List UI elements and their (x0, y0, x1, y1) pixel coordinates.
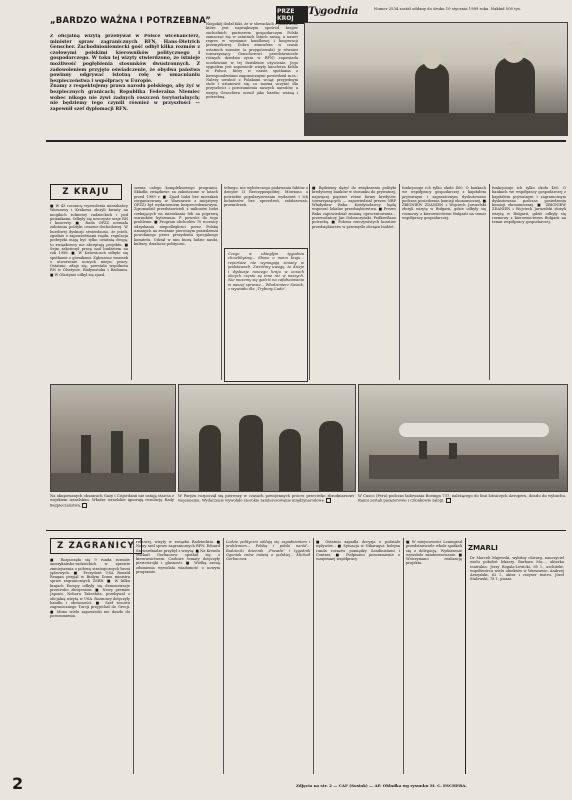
z-kraju-col-1: ■ W 43 rocznicę wyzwolenia mieszkańcy Warszawy i Krakowa złożyli kwiaty na mogiłach żołnierzy radzieckich i pod pomnikami. Odbyły się uroczyste sesje RN i koncerty. ■ Rada OPZZ oceniała założenia polityki cenowo-dochodowej. W burzliwej dyskusji stwierdzono, że jeżeli, zgodnie z zapowiedziami rządu, regulacja podwyżki mają być tylko ostatnią drogą, to związkowcy nie akceptują projektu. ■ Sejm zakończył pracę nad budżetem na rok 1988. ■ W Katowicach odbyło się spotkanie z górnikami. Zgłoszono wniosek o utworzenie nowych miejsc pracy. Ostatnio, zdaje się, powstała wspólnota RN w Olsztynie, Białymstoku i Radomiu. ■ W Olsztynie odbył się zjazd. (50, 204, 128, 277)
page-number: 2 (12, 774, 24, 793)
z-zagranicy-col-3: Ludzie polityczni oddają się zagadnieniom i problemom... Polską i polski naród... Radziecki dziennik „Prawda” i tygodnik Ogoniok znów mówią o polskiej... Michaił Gorbaczow. (226, 540, 310, 562)
z-kraju-col-6: funkcjonuje ich tylko około 400. O bankach we współpracy gospodarczej z kapitałem prywatnym i zagranicznym dyskutowano podczas posiedzenia komisji ekonomicznej. ■ ZBIGNIEW ZDANIEN i Wojciech Jaruzelski złożyli wizytę w Bułgarii, gdzie odbyły się rozmowy z kierownictwem Bułgarii na temat współpracy gospodarczej. (492, 186, 566, 225)
z-kraju-col-5: funkcjonuje ich tylko około 400. O bankach we współpracy gospodarczej z kapitałem prywatnym i zagranicznym dyskutowano podczas posiedzenia komisji ekonomicznej. ■ ZBIGNIEW ZDANIEN i Wojciech Jaruzelski złożyli wizytę w Bułgarii, gdzie odbyły się rozmowy z kierownictwem Bułgarii na temat współpracy gospodarczej. (402, 186, 486, 221)
z-zagranicy-col-5: ■ W miejscowości Leningrad przedstawiciele władz spotkali się z delegacją. Wydarzenie wywołało zainteresowanie. ■ Wstrzymano realizację projektu. (406, 540, 462, 566)
lead-paragraph: Z oficjalną wizytą przebywał w Polsce wicekanclerz, minister spraw zagranicznych RFN, Hans-Dietrich Genscher. Zachodnioniemiecki gość odbył kilka rozmów z czołowymi polskimi kierowników politycznego i gospodarczego. W toku tej wizyty stwierdzono, że istnieje możliwość pogłębienia stosunków dwustronnych. Z zadowoleniem przyjęto oświadczenie, że obydwa państwa powinny odgrywać istotną rolę w umacnianiu bezpieczeństwa i współpracy w Europie. Znamy z respektujemy prawa narodu polskiego, aby żyć w bezpiecznych granicach; Republika Federalna Niemiec wobec nikogo nie żywi żadnych roszczeń terytorialnych; nie będziemy tego czynili również w przyszłości — zapewnił szef dyplomacji RFN. (50, 34, 200, 112)
z-kraju-col-2: szenia całego kompleksowego programu. Składki związkowe za zakończone w latach przed 1989 r. ■ Zjazd ludzi bez mieszkań zorganizowany w Warszawie z inicjatywy OPZZ) był wydarzeniem bezprecedensowym. Zgromadził przedstawicieli z milionów ludzi czekających na mieszkania lub na poprawę warunków bytowania. P. powróci do tego problemu. ■ Program obchodów 70 rocznicy odzyskania niepodległości przez Polskę uznanych na zwołanie pierwszym posiedzeniu powołanego przez prezydenta specjalnego komitetu. Udział w nim biorą ludzie nauki, kultury, działacze polityczni. (134, 186, 218, 246)
z-kraju-banner: Z KRAJU (50, 184, 122, 200)
headline: „BARDZO WAŻNA I POTRZEBNA” (50, 16, 212, 26)
zmarli-list: Dr Marceli Majewski, wybitny chirurg, nauczyciel wielu pokoleń lekarzy. Barbara Ma..., aktorka teatralna. Jerzy Rogala-Lewicki, 85 l., architekt, współtwórca wielu obiektów w Warszawie. Andrzej Arszyński, 62 l., aktor i reżyser teatru. Józef Stalewski, 78 l., pisarz. (470, 556, 564, 582)
z-zagranicy-col-1: ■ Rozpoczęła się 9 runda rozmów amerykańsko-radzieckich w sprawie zmniejszenia o połowę strategicznych broni jądrowych. ■ Prezydent USA Ronald Reagan przyjął w Białym Domu ministra spraw zagranicznych ZSRR. ■ W kilku krajach Europy odbyły się demonstracje przeciwko zbrojeniom. ■ Nowy premier Japonii, Noboru Takeshita, przebywał z oficjalną wizytą w USA. Rozmowy dotyczyły handlu i obronności. ■ Szef resortu zagranicznego Turcji przyjechał do Grecji. ■ Mimo wielu zapowiedzi nie doszło do porozumienia. (50, 558, 130, 618)
photo-credits: Zdjęcia na str. 2 — CAF (Sosiak) — AP. Okładka wg rysunku M. C. ESCHERA. (296, 783, 467, 788)
article-body: Niepokój dodał fakt, że w słowackich z państwem, które jest największym spośród krajów zachodnich partnerem gospodarczym Polski zamacząć się w ostatnich latach naszą, a nawet regres w wymianie handlowej i kooperacji przemysłowej. Dobra atmosfera w czasie ostatnich rozmów (a przygotowała) je również towarzyszący Genscherowi przedstawiciele różnych dziedzin życia w RFN) zapowiada oczekiwane w tej dziedzinie ożywienie. Jego sygnałem jest zapowiedź wizyty kanclerza Kohla w Polsce, który w czasie spotkania z korespondentami zagranicznymi powiedział m.in.: Należy uwolnić z Polakami wciąż przyjednym stole i ustanowić się, co można uczynić dla przyszłości i porozumienia naszych narodów, a wizytę Genschera ocenił jako bardzo ważną i potrzebną. (206, 22, 298, 100)
divider (46, 140, 566, 142)
z-kraju-col-3: telnego, nie wybiórczego podawania faktów z dziejów II Rzeczypospolitej. Mówiono o potrzebie popularyzowania wydarzeń i ich bohaterów bez uprzedzeń, zafałszowań, przemilczeń. (224, 186, 308, 208)
zmarli-title: ZMARLI (468, 544, 498, 552)
photo-gaza (50, 384, 176, 492)
z-zagranicy-col-4: ■ Ostatnio zapadła decyzja o podziale wpływów... ■ Sytuacja w Nikaragui: kolejna runda rozmów pomiędzy Sandinistami i Contras. ■ Podpisano porozumienie o wzajemnej współpracy. (316, 540, 400, 562)
newspaper-page (6, 4, 566, 796)
z-zagranicy-col-2: rubowej, wizyty w związku Radzieckim. ■ Nowy szef spraw zagranicznych RFN, Eduard Szewardnadze przybył z wizytą. ■ Na Kremlu Michaił Gorbaczow spotkał się z kierownictwem. Czołowe tematy dotyczyły pieriestrojki i głasnosti. ■ Wielką arenę zdumienia wywołała wiadomość o nowym programie. (136, 540, 220, 575)
z-kraju-col-4: ■ Będziemy dążyć do zwiększenia polityki kredytowej banków w stosunku do prywatnej, najwięcej poprzez różne formy kredytów towarzyszących — zapowiedział prezes NBP Władysław Baka. Kredytodawcy będą wspierać lokalne przedsiębiorstwa. ■ Prezes Baka zapowiedział zmianę oprocentowania... przewodniczy Jan Dobraczyński. Podkreślano potrzebę. ■ Połowa rzeczywistych kosztów przedsiębiorstw w przemyśle obciąża budżet. (312, 186, 396, 229)
caption-2: W Paryżu rozpoczął się pierwszy w czasach powojennych proces przeciwko zbrodniarzowi wojennemu. Wydarzenie wywołało szerokie zainteresowanie międzynarodowe. (178, 494, 354, 503)
przekroj-logo: PRZE KROJ (276, 6, 308, 24)
boxed-quote: Czego w ubiegłym tygodniu chcielibyśmy... Słowo o moim kraju... reportaże nie wymagają zmiany w podstawach. Zwróćmy uwagę, że dzieje i dyskusje naszego kraju w oczach obcych często są inne niż w naszych. Nie możemy się godzić na zafałszowania w naszej sprawie... Włodzimierz Sosnik, z wywiadu dla „Trybuny Ludu”. (224, 248, 308, 382)
photo-paris-trial (178, 384, 356, 492)
caption-3: W Cusco (Peru) podczas ładowania Boeinga 737, należącego do linii lotniczych Aeroperu, doszło do wybuchu. Ranni zostali pasażerowie i członkowie załogi. (358, 494, 566, 503)
issue-info: Numer 2534 został oddany do druku 10 stycznia 1989 roku. Nakład 500 tys. (374, 6, 522, 11)
section-title: Tygodnia (308, 6, 359, 17)
caption-1: Na okupowanych obszarach Gazy i Cisjordanii nie ustają starcia z wojskiem izraelskim. Władze izraelskie ignorują rezolucję Rady Bezpieczeństwa. (50, 494, 174, 508)
z-zagranicy-banner: Z ZAGRANICY (50, 538, 142, 554)
top-photo (304, 22, 568, 136)
photo-plane (358, 384, 568, 492)
